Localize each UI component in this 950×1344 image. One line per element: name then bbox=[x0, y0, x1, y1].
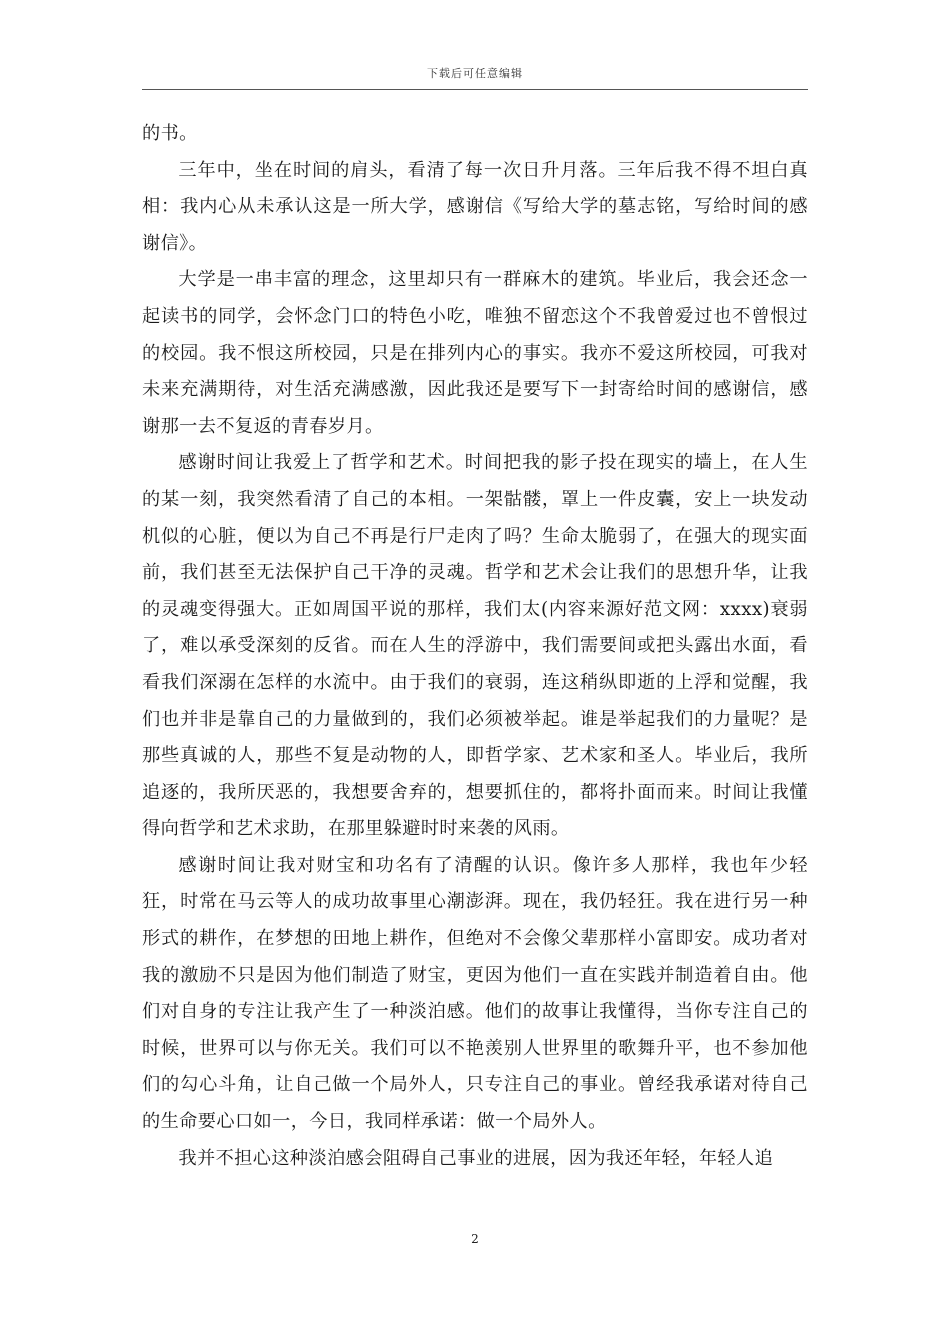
paragraph: 三年中，坐在时间的肩头，看清了每一次日升月落。三年后我不得不坦白真相：我内心从未承认这是一所大学，感谢信《写给大学的墓志铭，写给时间的感谢信》。 bbox=[142, 159, 808, 254]
document-body bbox=[142, 116, 808, 1177]
header-divider bbox=[142, 89, 808, 90]
paragraph: 的书。 bbox=[142, 123, 198, 144]
paragraph: 我并不担心这种淡泊感会阻碍自己事业的进展，因为我还年轻，年轻人追 bbox=[178, 1147, 774, 1169]
paragraph: 感谢时间让我爱上了哲学和艺术。时间把我的影子投在现实的墙上，在人生的某一刻，我突然看清了自己的本相。一架骷髅，罩上一件皮囊，安上一块发动机似的心脏，便以为自己不再是行尸走肉了吗？生命太脆弱了，在强大的现实面前，我们甚至无法保护自己干净的灵魂。哲学和艺术会让我们的思想升华，让我的灵魂变得强大。正如周国平说的那样，我们太(内容来源好范文网：xxxx)衰弱了，难以承受深刻的反省。而在人生的浮游中，我们需要间或把头露出水面，看看我们深溺在怎样的水流中。由于我们的衰弱，连这稍纵即逝的上浮和觉醒，我们也并非是靠自己的力量做到的，我们必须被举起。谁是举起我们的力量呢？是那些真诚的人，那些不复是动物的人，即哲学家、艺术家和圣人。毕业后，我所追逐的，我所厌恶的，我想要舍弃的，想要抓住的，都将扑面而来。时间让我懂得向哲学和艺术求助，在那里躲避时时来袭的风雨。 bbox=[142, 452, 808, 840]
page-header: 下载后可任意编辑 bbox=[427, 67, 523, 80]
page-number: 2 bbox=[471, 1232, 479, 1246]
paragraph: 大学是一串丰富的理念，这里却只有一群麻木的建筑。毕业后，我会还念一起读书的同学，会怀念门口的特色小吃，唯独不留恋这个不我曾爱过也不曾恨过的校园。我不恨这所校园，只是在排列内心的事实。我亦不爱这所校园，可我对未来充满期待，对生活充满感激，因此我还是要写下一封寄给时间的感谢信，感谢那一去不复返的青春岁月。 bbox=[142, 269, 808, 437]
paragraph: 感谢时间让我对财宝和功名有了清醒的认识。像许多人那样，我也年少轻狂，时常在马云等人的成功故事里心潮澎湃。现在，我仍轻狂。我在进行另一种形式的耕作，在梦想的田地上耕作，但绝对不会像父辈那样小富即安。成功者对我的激励不只是因为他们制造了财宝，更因为他们一直在实践并制造着自由。他们对自身的专注让我产生了一种淡泊感。他们的故事让我懂得，当你专注自己的时候，世界可以与你无关。我们可以不艳羡别人世界里的歌舞升平，也不参加他们的勾心斗角，让自己做一个局外人，只专注自己的事业。曾经我承诺对待自己的生命要心口如一，今日，我同样承诺：做一个局外人。 bbox=[142, 854, 808, 1133]
